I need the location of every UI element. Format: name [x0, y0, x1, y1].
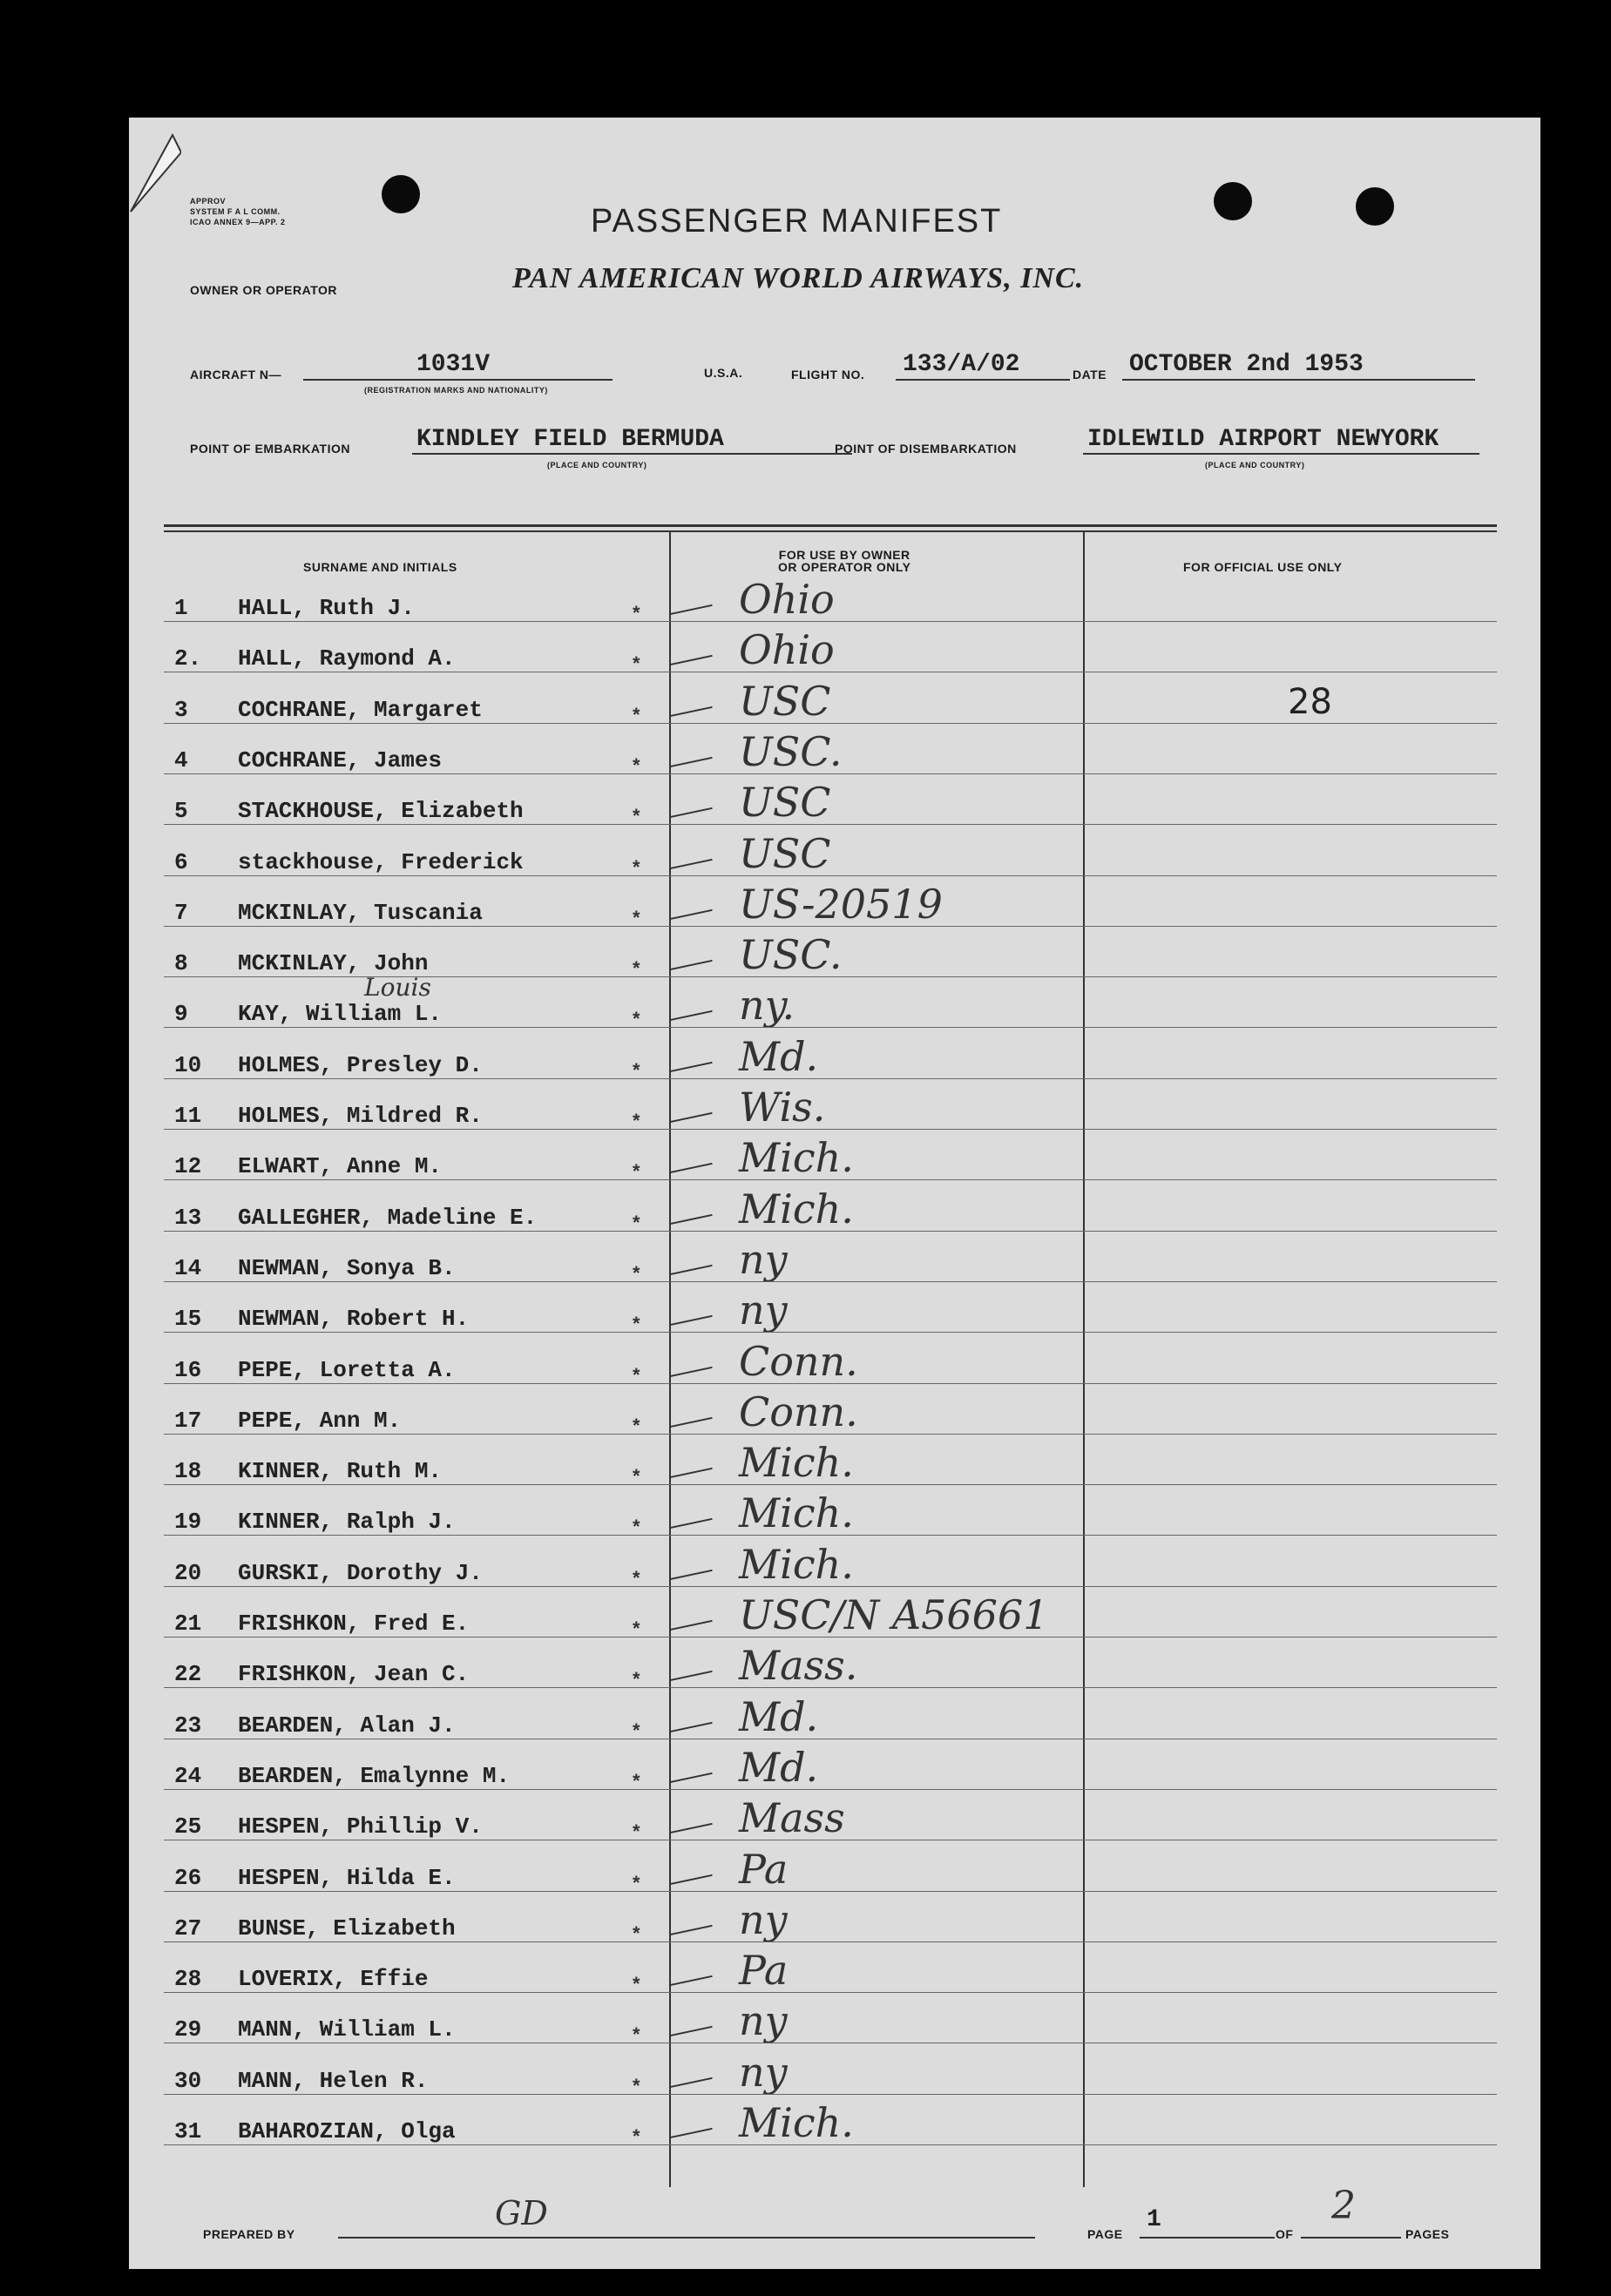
tick-mark [669, 1112, 712, 1123]
tick-mark [669, 1468, 712, 1478]
name-annotation: Louis [364, 973, 431, 1003]
tick-mark [669, 2026, 712, 2036]
residence-code: USC. [739, 931, 843, 979]
passenger-name: BEARDEN, Emalynne M. [238, 1762, 511, 1789]
residence-code: USC/N A56661 [739, 1591, 1049, 1638]
row-rule [164, 1687, 1497, 1688]
residence-code: Pa [739, 1845, 789, 1893]
row-asterisk: * [633, 855, 640, 878]
row-number: 6 [174, 848, 188, 875]
prepared-by-initials: GD [495, 2194, 548, 2232]
col-header-owner: FOR USE BY OWNER OR OPERATOR ONLY [778, 548, 911, 574]
page-label: PAGE [1087, 2227, 1123, 2241]
row-rule [164, 773, 1497, 774]
row-rule [164, 1434, 1497, 1435]
residence-code: Mich. [739, 1439, 854, 1487]
row-asterisk: * [633, 602, 640, 624]
tick-mark [669, 1010, 712, 1021]
prepared-by-label: PREPARED BY [203, 2227, 295, 2241]
tick-mark [669, 1874, 712, 1884]
row-rule [164, 723, 1497, 724]
residence-code: ny [739, 1235, 788, 1283]
row-rule [164, 1891, 1497, 1892]
residence-code: Pa [739, 1947, 789, 1995]
col-header-official: FOR OFFICIAL USE ONLY [1183, 560, 1343, 574]
row-number: 31 [174, 2118, 202, 2144]
page-title: PASSENGER MANIFEST [591, 203, 1003, 240]
total-pages: 2 [1331, 2184, 1356, 2228]
tick-mark [669, 1620, 712, 1631]
row-number: 23 [174, 1712, 202, 1739]
row-rule [164, 2144, 1497, 2145]
residence-code: US-20519 [739, 880, 943, 928]
tick-mark [669, 1163, 712, 1173]
row-rule [164, 621, 1497, 622]
residence-code: Mich. [739, 1540, 854, 1588]
flight-underline [896, 379, 1070, 381]
tick-mark [669, 1773, 712, 1783]
row-number: 2. [174, 645, 202, 672]
punch-hole-right-2 [1356, 187, 1394, 226]
residence-code: Ohio [739, 626, 835, 674]
flight-date: OCTOBER 2nd 1953 [1129, 351, 1364, 378]
disembarkation-underline [1083, 453, 1479, 455]
row-number: 16 [174, 1356, 202, 1383]
residence-code: Wis. [739, 1084, 826, 1131]
disembarkation-sublabel: (PLACE AND COUNTRY) [1205, 461, 1305, 469]
passenger-name: FRISHKON, Fred E. [238, 1611, 470, 1637]
row-rule [164, 1992, 1497, 1993]
page-number: 1 [1147, 2206, 1161, 2233]
passenger-name: LOVERIX, Effie [238, 1966, 429, 1993]
row-number: 28 [174, 1966, 202, 1993]
row-rule [164, 1586, 1497, 1587]
tick-mark [669, 909, 712, 920]
passenger-name: stackhouse, Frederick [238, 848, 524, 875]
passenger-name: HOLMES, Presley D. [238, 1051, 483, 1078]
prepared-by-underline [338, 2237, 1035, 2239]
passenger-name: GALLEGHER, Madeline E. [238, 1204, 538, 1231]
residence-code: Md. [739, 1743, 819, 1791]
flight-label: FLIGHT NO. [791, 368, 865, 382]
row-rule [164, 1179, 1497, 1180]
passenger-name: KINNER, Ralph J. [238, 1509, 456, 1536]
tick-mark [669, 1570, 712, 1580]
tick-mark [669, 1213, 712, 1224]
row-number: 15 [174, 1306, 202, 1333]
row-rule [164, 875, 1497, 876]
passenger-name: BEARDEN, Alan J. [238, 1712, 456, 1739]
row-rule [164, 1027, 1497, 1028]
passenger-name: NEWMAN, Robert H. [238, 1306, 470, 1333]
embarkation-sublabel: (PLACE AND COUNTRY) [547, 461, 647, 469]
tick-mark [669, 1062, 712, 1072]
row-number: 21 [174, 1611, 202, 1637]
row-rule [164, 824, 1497, 825]
tick-mark [669, 655, 712, 665]
passenger-name: NEWMAN, Sonya B. [238, 1254, 456, 1281]
tick-mark [669, 1366, 712, 1376]
tick-mark [669, 604, 712, 615]
row-number: 11 [174, 1103, 202, 1129]
tick-mark [669, 807, 712, 818]
row-number: 12 [174, 1153, 202, 1180]
airline-name: PAN AMERICAN WORLD AIRWAYS, INC. [512, 262, 1085, 294]
row-rule [164, 926, 1497, 927]
row-number: 3 [174, 696, 188, 723]
of-label: OF [1276, 2227, 1294, 2241]
aircraft-underline [303, 379, 613, 381]
approval-block: APPROV SYSTEM F A L COMM. ICAO ANNEX 9—APP. 2 [190, 197, 286, 226]
row-asterisk: * [633, 1261, 640, 1284]
passenger-name: COCHRANE, Margaret [238, 696, 483, 723]
row-rule [164, 1941, 1497, 1942]
passenger-name: PEPE, Loretta A. [238, 1356, 456, 1383]
residence-code: Mass. [739, 1642, 858, 1690]
aircraft-sublabel: (REGISTRATION MARKS AND NATIONALITY) [364, 386, 548, 395]
column-divider-2 [1083, 532, 1085, 2187]
row-number: 5 [174, 798, 188, 825]
row-number: 17 [174, 1407, 202, 1434]
row-asterisk: * [633, 1008, 640, 1030]
residence-code: ny [739, 1895, 788, 1943]
passenger-name: BUNSE, Elizabeth [238, 1914, 456, 1941]
row-rule [164, 1535, 1497, 1536]
row-asterisk: * [633, 2023, 640, 2046]
row-rule [164, 1484, 1497, 1485]
row-rule [164, 1231, 1497, 1232]
aircraft-label: AIRCRAFT N— [190, 368, 282, 382]
row-rule [164, 1129, 1497, 1130]
row-asterisk: * [633, 805, 640, 827]
row-rule [164, 1637, 1497, 1638]
passenger-name: MANN, William L. [238, 2016, 456, 2043]
tick-mark [669, 1265, 712, 1275]
manifest-sheet [129, 118, 1540, 2269]
passenger-name: MCKINLAY, Tuscania [238, 899, 483, 926]
passenger-name: HALL, Raymond A. [238, 645, 456, 672]
usa-label: U.S.A. [704, 366, 743, 380]
owner-label: OWNER OR OPERATOR [190, 283, 337, 297]
residence-code: ny [739, 1286, 788, 1334]
row-asterisk: * [633, 1668, 640, 1691]
row-number: 26 [174, 1864, 202, 1891]
tick-mark [669, 1417, 712, 1428]
tick-mark [669, 1925, 712, 1935]
row-number: 19 [174, 1509, 202, 1536]
pages-label: PAGES [1405, 2227, 1450, 2241]
row-number: 4 [174, 746, 188, 773]
passenger-name: HESPEN, Hilda E. [238, 1864, 456, 1891]
row-asterisk: * [633, 1617, 640, 1639]
embarkation-label: POINT OF EMBARKATION [190, 442, 350, 456]
corner-fold [129, 118, 181, 213]
row-asterisk: * [633, 703, 640, 726]
row-asterisk: * [633, 1313, 640, 1335]
row-asterisk: * [633, 2125, 640, 2147]
embarkation-place: KINDLEY FIELD BERMUDA [416, 426, 724, 453]
disembarkation-place: IDLEWILD AIRPORT NEWYORK [1087, 426, 1439, 453]
col-header-surname: SURNAME AND INITIALS [303, 560, 457, 574]
residence-code: Md. [739, 1032, 819, 1080]
row-asterisk: * [633, 1871, 640, 1894]
passenger-name: FRISHKON, Jean C. [238, 1661, 470, 1688]
row-asterisk: * [633, 753, 640, 776]
page-underline [1140, 2237, 1275, 2239]
passenger-name: PEPE, Ann M. [238, 1407, 402, 1434]
row-asterisk: * [633, 906, 640, 929]
residence-code: Md. [739, 1692, 819, 1740]
row-asterisk: * [633, 1211, 640, 1233]
row-asterisk: * [633, 1769, 640, 1792]
passenger-name: ELWART, Anne M. [238, 1153, 443, 1180]
row-number: 10 [174, 1051, 202, 1078]
passenger-name: HESPEN, Phillip V. [238, 1813, 483, 1840]
passenger-name: KINNER, Ruth M. [238, 1458, 443, 1485]
disembarkation-label: POINT OF DISEMBARKATION [835, 442, 1017, 456]
row-rule [164, 1078, 1497, 1079]
row-asterisk: * [633, 1820, 640, 1843]
tick-mark [669, 2077, 712, 2088]
passenger-name: BAHAROZIAN, Olga [238, 2118, 456, 2144]
row-number: 13 [174, 1204, 202, 1231]
passenger-name: GURSKI, Dorothy J. [238, 1559, 483, 1586]
passenger-name: HOLMES, Mildred R. [238, 1103, 483, 1129]
row-rule [164, 2094, 1497, 2095]
residence-code: Conn. [739, 1337, 858, 1385]
residence-code: Conn. [739, 1388, 858, 1435]
tick-mark [669, 1823, 712, 1833]
residence-code: Mass [739, 1794, 845, 1842]
residence-code: USC [739, 829, 831, 877]
row-asterisk: * [633, 1160, 640, 1183]
passenger-name: HALL, Ruth J. [238, 595, 415, 621]
residence-code: Ohio [739, 576, 835, 623]
residence-code: USC [739, 677, 831, 725]
official-note: 28 [1288, 682, 1332, 722]
passenger-name: KAY, William L. [238, 1001, 443, 1028]
row-asterisk: * [633, 1465, 640, 1488]
flight-number: 133/A/02 [903, 351, 1020, 378]
row-number: 14 [174, 1254, 202, 1281]
of-underline [1301, 2237, 1401, 2239]
tick-mark [669, 706, 712, 716]
row-number: 25 [174, 1813, 202, 1840]
row-rule [164, 1383, 1497, 1384]
tick-mark [669, 858, 712, 868]
punch-hole-right-1 [1214, 182, 1252, 220]
passenger-name: MANN, Helen R. [238, 2067, 429, 2094]
row-asterisk: * [633, 652, 640, 675]
tick-mark [669, 1518, 712, 1529]
column-divider-1 [669, 532, 671, 2187]
row-number: 29 [174, 2016, 202, 2043]
tick-mark [669, 757, 712, 767]
residence-code: Mich. [739, 1489, 854, 1537]
row-asterisk: * [633, 1719, 640, 1741]
residence-code: ny. [739, 982, 795, 1030]
residence-code: Mich. [739, 2099, 854, 2146]
row-number: 18 [174, 1458, 202, 1485]
residence-code: Mich. [739, 1134, 854, 1182]
row-number: 22 [174, 1661, 202, 1688]
table-top-rule-1 [164, 524, 1497, 527]
tick-mark [669, 1975, 712, 1986]
row-number: 7 [174, 899, 188, 926]
row-asterisk: * [633, 1110, 640, 1131]
residence-code: Mich. [739, 1185, 854, 1232]
aircraft-number: 1031V [416, 351, 491, 378]
tick-mark [669, 1671, 712, 1681]
date-underline [1122, 379, 1475, 381]
residence-code: USC [739, 779, 831, 827]
passenger-name: COCHRANE, James [238, 746, 443, 773]
residence-code: USC. [739, 727, 843, 775]
row-rule [164, 1281, 1497, 1282]
embarkation-underline [412, 453, 852, 455]
row-rule [164, 1332, 1497, 1333]
residence-code: ny [739, 1997, 788, 2045]
row-number: 1 [174, 595, 188, 621]
tick-mark [669, 2128, 712, 2138]
row-number: 8 [174, 950, 188, 977]
row-number: 24 [174, 1762, 202, 1789]
punch-hole-left [382, 175, 420, 213]
row-rule [164, 1789, 1497, 1790]
date-label: DATE [1073, 368, 1107, 382]
row-asterisk: * [633, 1973, 640, 1995]
row-asterisk: * [633, 1516, 640, 1538]
row-asterisk: * [633, 2074, 640, 2097]
passenger-name: MCKINLAY, John [238, 950, 429, 977]
row-asterisk: * [633, 1921, 640, 1944]
passenger-name: STACKHOUSE, Elizabeth [238, 798, 524, 825]
row-number: 30 [174, 2067, 202, 2094]
row-asterisk: * [633, 1363, 640, 1386]
residence-code: ny [739, 2048, 788, 2096]
table-top-rule-2 [164, 530, 1497, 532]
tick-mark [669, 1315, 712, 1326]
tick-mark [669, 1721, 712, 1732]
row-asterisk: * [633, 957, 640, 980]
row-number: 27 [174, 1914, 202, 1941]
row-number: 9 [174, 1001, 188, 1028]
row-asterisk: * [633, 1566, 640, 1589]
row-number: 20 [174, 1559, 202, 1586]
row-asterisk: * [633, 1414, 640, 1436]
row-asterisk: * [633, 1058, 640, 1081]
tick-mark [669, 960, 712, 970]
